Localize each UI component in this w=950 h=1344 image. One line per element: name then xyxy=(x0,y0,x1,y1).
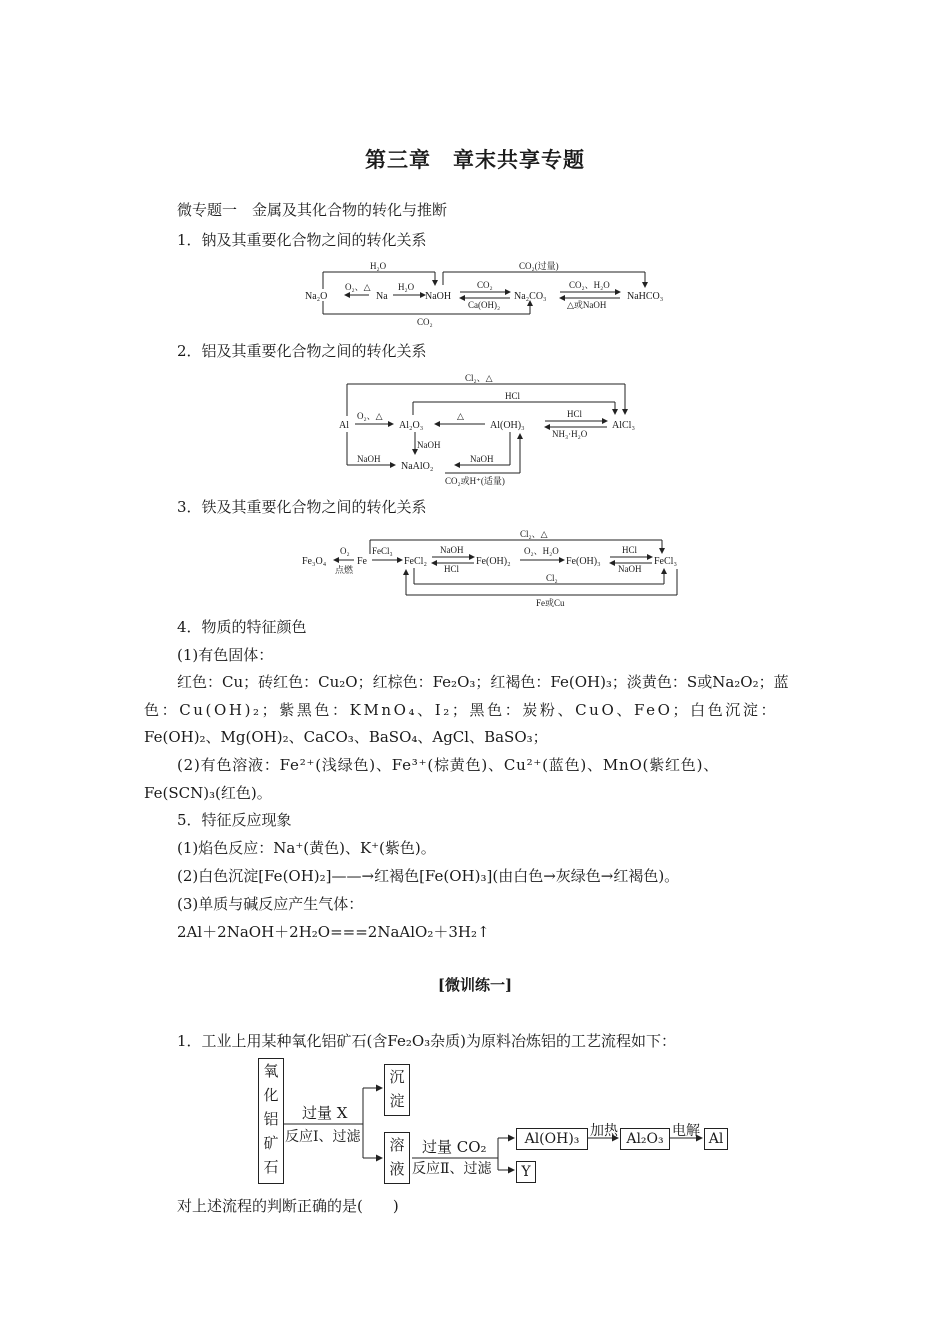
electrolysis-label: 电解 xyxy=(672,1123,700,1139)
na-caoh2: Ca(OH)₂ xyxy=(468,300,501,310)
sodium-diagram xyxy=(305,259,685,329)
al-al: Al xyxy=(339,420,349,431)
al-box: Al xyxy=(704,1128,728,1150)
aloh3-box: Al(OH)₃ xyxy=(516,1128,588,1150)
ore-box xyxy=(258,1058,284,1184)
al-naoh-left: NaOH xyxy=(357,454,381,464)
na-co2: CO₂ xyxy=(477,280,493,290)
colors-line-1: 红色：Cu；砖红色：Cu₂O；红棕色：Fe₂O₃；红褐色：Fe(OH)₃；淡黄色：S或Na₂O₂；蓝 xyxy=(177,673,789,691)
al-delta: △ xyxy=(457,411,464,421)
al-naoh-right: NaOH xyxy=(470,454,494,464)
section-5-3: (3)单质与碱反应产生气体： xyxy=(177,895,364,913)
process-flow-diagram xyxy=(258,1058,738,1188)
section-5-1: (1)焰色反应：Na⁺(黄色)、K⁺(紫色)。 xyxy=(177,839,436,857)
heat-label: 加热 xyxy=(590,1123,618,1139)
reaction-2-label: 反应Ⅱ、过滤 xyxy=(412,1161,492,1177)
al-naoh-down: NaOH xyxy=(417,440,441,450)
colors-line-3: Fe(OH)₂、Mg(OH)₂、CaCO₃、BaSO₄、AgCl、BaSO₃； xyxy=(144,728,548,746)
solution-box xyxy=(384,1132,410,1184)
al2o3-box: Al₂O₃ xyxy=(620,1128,670,1150)
ore-char: 化 xyxy=(263,1086,279,1104)
section-1-heading: 1．钠及其重要化合物之间的转化关系 xyxy=(177,231,427,249)
topic-heading: 微专题一 金属及其化合物的转化与推断 xyxy=(177,201,448,219)
precipitate-char: 淀 xyxy=(389,1092,405,1110)
fe-feoh3: Fe(OH)₃ xyxy=(566,556,601,567)
al-co2-h: CO₂或H⁺(适量) xyxy=(445,476,505,486)
na-co2-bottom: CO₂ xyxy=(417,317,433,327)
section-5-2: (2)白色沉淀[Fe(OH)₂]——→红褐色[Fe(OH)₃](由白色→灰绿色→红褐色)。 xyxy=(177,867,680,885)
al-o2-delta: O₂、△ xyxy=(357,411,383,421)
fe-hcl2: HCl xyxy=(622,545,638,555)
al-cl2-delta: Cl₂、△ xyxy=(465,373,493,383)
colors-line-2: 色：Cu(OH)₂；紫黑色：KMnO₄、I₂；黑色：炭粉、CuO、FeO；白色沉淀： xyxy=(144,701,779,719)
na-o2-delta: O₂、△ xyxy=(345,282,371,292)
na-co2-h2o: CO₂、H₂O xyxy=(569,280,610,290)
fe-fe-cu: Fe或Cu xyxy=(536,598,565,608)
fe-hcl: HCl xyxy=(444,564,460,574)
na-delta-naoh: △或NaOH xyxy=(567,300,607,310)
fe-fe3o4: Fe₃O₄ xyxy=(302,556,327,567)
ore-char: 氧 xyxy=(263,1062,279,1080)
fe-fecl2: FeCl₂ xyxy=(404,556,427,567)
ore-char: 石 xyxy=(263,1158,279,1176)
al-aloh3: Al(OH)₃ xyxy=(490,420,525,431)
al-alcl3: AlCl₃ xyxy=(612,420,635,431)
fe-fecl3: FeCl₃ xyxy=(654,556,677,567)
solution-char: 液 xyxy=(389,1160,405,1178)
reaction-1-label: 反应Ⅰ、过滤 xyxy=(285,1129,361,1145)
section-4-1: (1)有色固体： xyxy=(177,646,274,664)
aluminum-diagram xyxy=(335,370,645,488)
fe-feoh2: Fe(OH)₂ xyxy=(476,556,511,567)
question-1: 1．工业上用某种氧化铝矿石(含Fe₂O₃杂质)为原料冶炼铝的工艺流程如下： xyxy=(177,1032,677,1050)
fe-naoh: NaOH xyxy=(440,545,464,555)
section-2-heading: 2．铝及其重要化合物之间的转化关系 xyxy=(177,342,427,360)
fe-fe: Fe xyxy=(357,556,367,567)
fe-cl2-delta: Cl₂、△ xyxy=(520,529,548,539)
fe-cl2: Cl₂ xyxy=(546,573,558,583)
excess-co2-label: 过量 CO₂ xyxy=(422,1138,487,1156)
na-naoh: NaOH xyxy=(425,291,452,302)
solutions-line-1: (2)有色溶液：Fe²⁺(浅绿色)、Fe³⁺(棕黄色)、Cu²⁺(蓝色)、MnO(紫红色)、 xyxy=(177,756,720,774)
na-na: Na xyxy=(376,291,388,302)
excess-x-label: 过量 X xyxy=(302,1104,348,1122)
fe-naoh2: NaOH xyxy=(618,564,642,574)
al-nh3h2o: NH₃·H₂O xyxy=(552,429,588,439)
fe-o2: O₂ xyxy=(340,546,350,556)
al-naalo2: NaAlO₂ xyxy=(401,461,434,472)
na-co2-excess: CO₂(过量) xyxy=(519,261,559,271)
ore-char: 矿 xyxy=(263,1134,279,1152)
y-box: Y xyxy=(516,1161,536,1183)
page-title: 第三章 章末共享专题 xyxy=(365,148,585,172)
na-na2o: Na₂O xyxy=(305,291,328,302)
al-al2o3: Al₂O₃ xyxy=(399,420,424,431)
al-hcl-top: HCl xyxy=(505,391,521,401)
precipitate-char: 沉 xyxy=(389,1068,405,1086)
na-na2co3: Na₂CO₃ xyxy=(514,291,547,302)
iron-diagram xyxy=(302,526,684,610)
fe-o2-h2o: O₂、H₂O xyxy=(524,546,559,556)
section-3-heading: 3．铁及其重要化合物之间的转化关系 xyxy=(177,498,427,516)
al-hcl: HCl xyxy=(567,409,583,419)
practice-heading: [微训练一] xyxy=(437,976,513,994)
fe-fecl3-label: FeCl₃ xyxy=(372,546,393,556)
fe-ignite: 点燃 xyxy=(335,565,354,575)
question-1-prompt: 对上述流程的判断正确的是( ) xyxy=(177,1197,399,1215)
precipitate-box xyxy=(384,1064,410,1116)
na-nahco3: NaHCO₃ xyxy=(627,291,664,302)
solution-char: 溶 xyxy=(389,1136,405,1154)
ore-char: 铝 xyxy=(263,1110,279,1128)
na-h2o-top: H₂O xyxy=(370,261,387,271)
solutions-line-2: Fe(SCN)₃(红色)。 xyxy=(144,784,272,802)
section-5-heading: 5．特征反应现象 xyxy=(177,811,292,829)
na-h2o: H₂O xyxy=(398,282,415,292)
section-4-heading: 4．物质的特征颜色 xyxy=(177,618,307,636)
reaction-equation: 2Al＋2NaOH＋2H₂O===2NaAlO₂＋3H₂↑ xyxy=(177,923,490,941)
